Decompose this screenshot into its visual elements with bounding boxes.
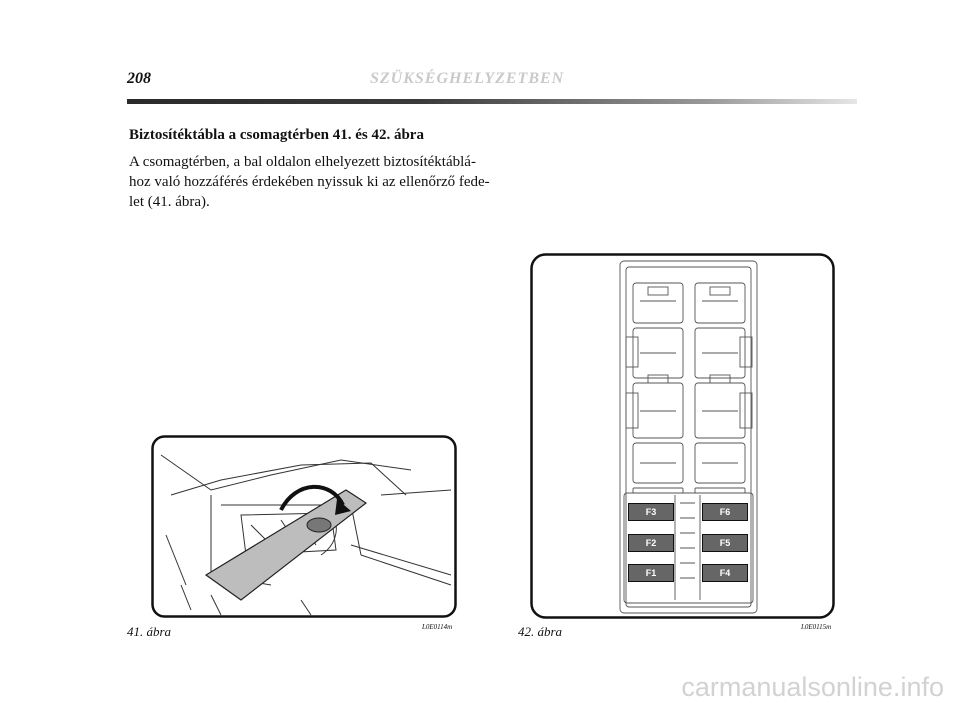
fuse-F6: F6 — [702, 503, 748, 521]
paragraph-line: let (41. ábra). — [129, 194, 210, 210]
fuse-F1: F1 — [628, 564, 674, 582]
page-number: 208 — [127, 70, 151, 87]
fuse-F2: F2 — [628, 534, 674, 552]
paragraph-line: A csomagtérben, a bal oldalon elhelyezett biztosítéktáblá- — [129, 154, 476, 170]
figure-41-illustration — [151, 435, 457, 618]
figure-42-fuse-box — [530, 253, 835, 619]
figure-41-caption: 41. ábra — [127, 624, 172, 639]
watermark: carmanualsonline.info — [681, 672, 944, 702]
fuse-F5: F5 — [702, 534, 748, 552]
heading: Biztosítéktábla a csomagtérben 41. és 42. ábra — [129, 127, 424, 143]
paragraph-line: hoz való hozzáférés érdekében nyissuk ki az ellenőrző fede- — [129, 174, 490, 190]
fuse-F3: F3 — [628, 503, 674, 521]
figure-42-code: L0E0115m — [801, 623, 832, 631]
figure-42-caption: 42. ábra — [518, 624, 563, 639]
header-rule — [127, 99, 857, 104]
fuse-F4: F4 — [702, 564, 748, 582]
body-paragraph — [129, 152, 489, 212]
section-title: SZÜKSÉGHELYZETBEN — [370, 70, 565, 87]
figure-41-code: L0E0114m — [422, 623, 453, 631]
